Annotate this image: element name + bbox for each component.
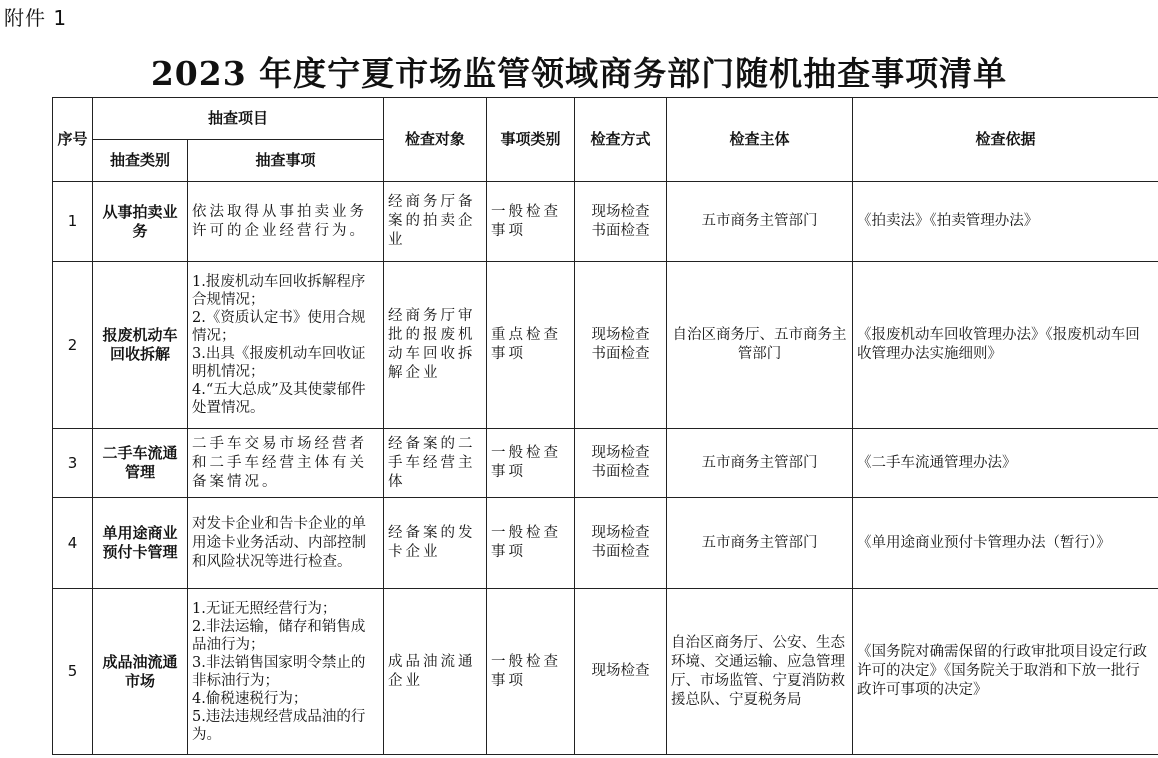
row-seq: 5 bbox=[53, 589, 93, 755]
row-category: 报废机动车回收拆解 bbox=[93, 262, 188, 429]
row-item-type: 一般检查事项 bbox=[487, 589, 575, 755]
table-row bbox=[53, 429, 1158, 498]
row-category: 从事拍卖业务 bbox=[93, 182, 188, 262]
header-subject: 检查主体 bbox=[667, 98, 853, 182]
table-row bbox=[53, 262, 1158, 429]
header-method: 检查方式 bbox=[575, 98, 667, 182]
row-seq: 1 bbox=[53, 182, 93, 262]
row-item-type: 一般检查事项 bbox=[487, 498, 575, 589]
header-basis: 检查依据 bbox=[853, 98, 1158, 182]
row-method bbox=[575, 589, 667, 755]
row-category: 二手车流通管理 bbox=[93, 429, 188, 498]
row-target: 经备案的二手车经营主体 bbox=[384, 429, 487, 498]
row-subject: 五市商务主管部门 bbox=[667, 429, 853, 498]
matter-line: 2.《资质认定书》使用合规情况； bbox=[192, 310, 366, 344]
row-method bbox=[575, 182, 667, 262]
matter-line: 4.“五大总成”及其使蒙郁件处置情况。 bbox=[192, 382, 366, 416]
method-line: 书面检查 bbox=[591, 464, 650, 480]
table-row bbox=[53, 498, 1158, 589]
row-subject: 自治区商务厅、五市商务主管部门 bbox=[667, 262, 853, 429]
row-subject: 五市商务主管部门 bbox=[667, 498, 853, 589]
row-seq: 3 bbox=[53, 429, 93, 498]
table-row bbox=[53, 182, 1158, 262]
document-title: 2023 年度宁夏市场监管领域商务部门随机抽查事项清单 bbox=[150, 54, 1008, 93]
table-row bbox=[53, 589, 1158, 755]
row-matter bbox=[188, 589, 384, 755]
row-target: 经备案的发卡企业 bbox=[384, 498, 487, 589]
header-item-type: 事项类别 bbox=[487, 98, 575, 182]
method-line: 现场检查 bbox=[591, 525, 650, 541]
row-matter: 二手车交易市场经营者和二手车经营主体有关备案情况。 bbox=[188, 429, 384, 498]
row-matter: 依法取得从事拍卖业务许可的企业经营行为。 bbox=[188, 182, 384, 262]
header-category: 抽查类别 bbox=[93, 140, 188, 182]
matter-line: 4.偷税速税行为； bbox=[192, 690, 308, 707]
row-subject: 五市商务主管部门 bbox=[667, 182, 853, 262]
row-basis: 《报废机动车回收管理办法》《报废机动车回收管理办法实施细则》 bbox=[853, 262, 1158, 429]
header-seq: 序号 bbox=[53, 98, 93, 182]
method-line: 书面检查 bbox=[591, 222, 650, 239]
matter-line: 1.无证无照经营行为； bbox=[192, 600, 337, 617]
row-category: 成品油流通市场 bbox=[93, 589, 188, 755]
row-seq: 2 bbox=[53, 262, 93, 429]
row-target: 经商务厅审批的报废机动车回收拆解企业 bbox=[384, 262, 487, 429]
row-basis: 《二手车流通管理办法》 bbox=[853, 429, 1158, 498]
row-seq: 4 bbox=[53, 498, 93, 589]
row-subject: 自治区商务厅、公安、生态环境、交通运输、应急管理厅、市场监管、宁夏消防救援总队、宁夏税务局 bbox=[667, 589, 853, 755]
row-category: 单用途商业预付卡管理 bbox=[93, 498, 188, 589]
row-target: 经商务厅备案的拍卖企业 bbox=[384, 182, 487, 262]
attachment-label: 附件 1 bbox=[4, 6, 68, 30]
method-line: 现场检查 bbox=[591, 327, 650, 343]
matter-line: 3.非法销售国家明令禁止的非标油行为； bbox=[192, 654, 366, 689]
row-matter bbox=[188, 262, 384, 429]
row-method bbox=[575, 429, 667, 498]
method-line: 书面检查 bbox=[591, 346, 650, 362]
method-line: 现场检查 bbox=[591, 203, 650, 220]
row-basis: 《单用途商业预付卡管理办法（暂行）》 bbox=[853, 498, 1158, 589]
row-method bbox=[575, 262, 667, 429]
row-basis: 《国务院对确需保留的行政审批项目设定行政许可的决定》《国务院关于取消和下放一批行政许可事项的决定》 bbox=[853, 589, 1158, 755]
row-item-type: 一般检查事项 bbox=[487, 429, 575, 498]
matter-line: 3.出具《报废机动车回收证明机情况； bbox=[192, 346, 366, 380]
row-item-type: 重点检查事项 bbox=[487, 262, 575, 429]
row-basis: 《拍卖法》《拍卖管理办法》 bbox=[853, 182, 1158, 262]
row-item-type: 一般检查事项 bbox=[487, 182, 575, 262]
header-check-item: 抽查项目 bbox=[93, 98, 384, 140]
row-matter: 对发卡企业和告卡企业的单用途卡业务活动、内部控制和风险状况等进行检查。 bbox=[188, 498, 384, 589]
inspection-table bbox=[52, 97, 1158, 755]
method-line: 现场检查 bbox=[591, 445, 650, 461]
header-matter: 抽查事项 bbox=[188, 140, 384, 182]
method-line: 现场检查 bbox=[591, 663, 650, 679]
method-line: 书面检查 bbox=[591, 544, 650, 560]
matter-line: 1.报废机动车回收拆解程序合规情况； bbox=[192, 274, 366, 308]
row-method bbox=[575, 498, 667, 589]
header-target: 检查对象 bbox=[384, 98, 487, 182]
matter-line: 2.非法运输，储存和销售成品油行为； bbox=[192, 618, 366, 653]
matter-line: 5.违法违规经营成品油的行为。 bbox=[192, 708, 366, 743]
row-target: 成品油流通企业 bbox=[384, 589, 487, 755]
